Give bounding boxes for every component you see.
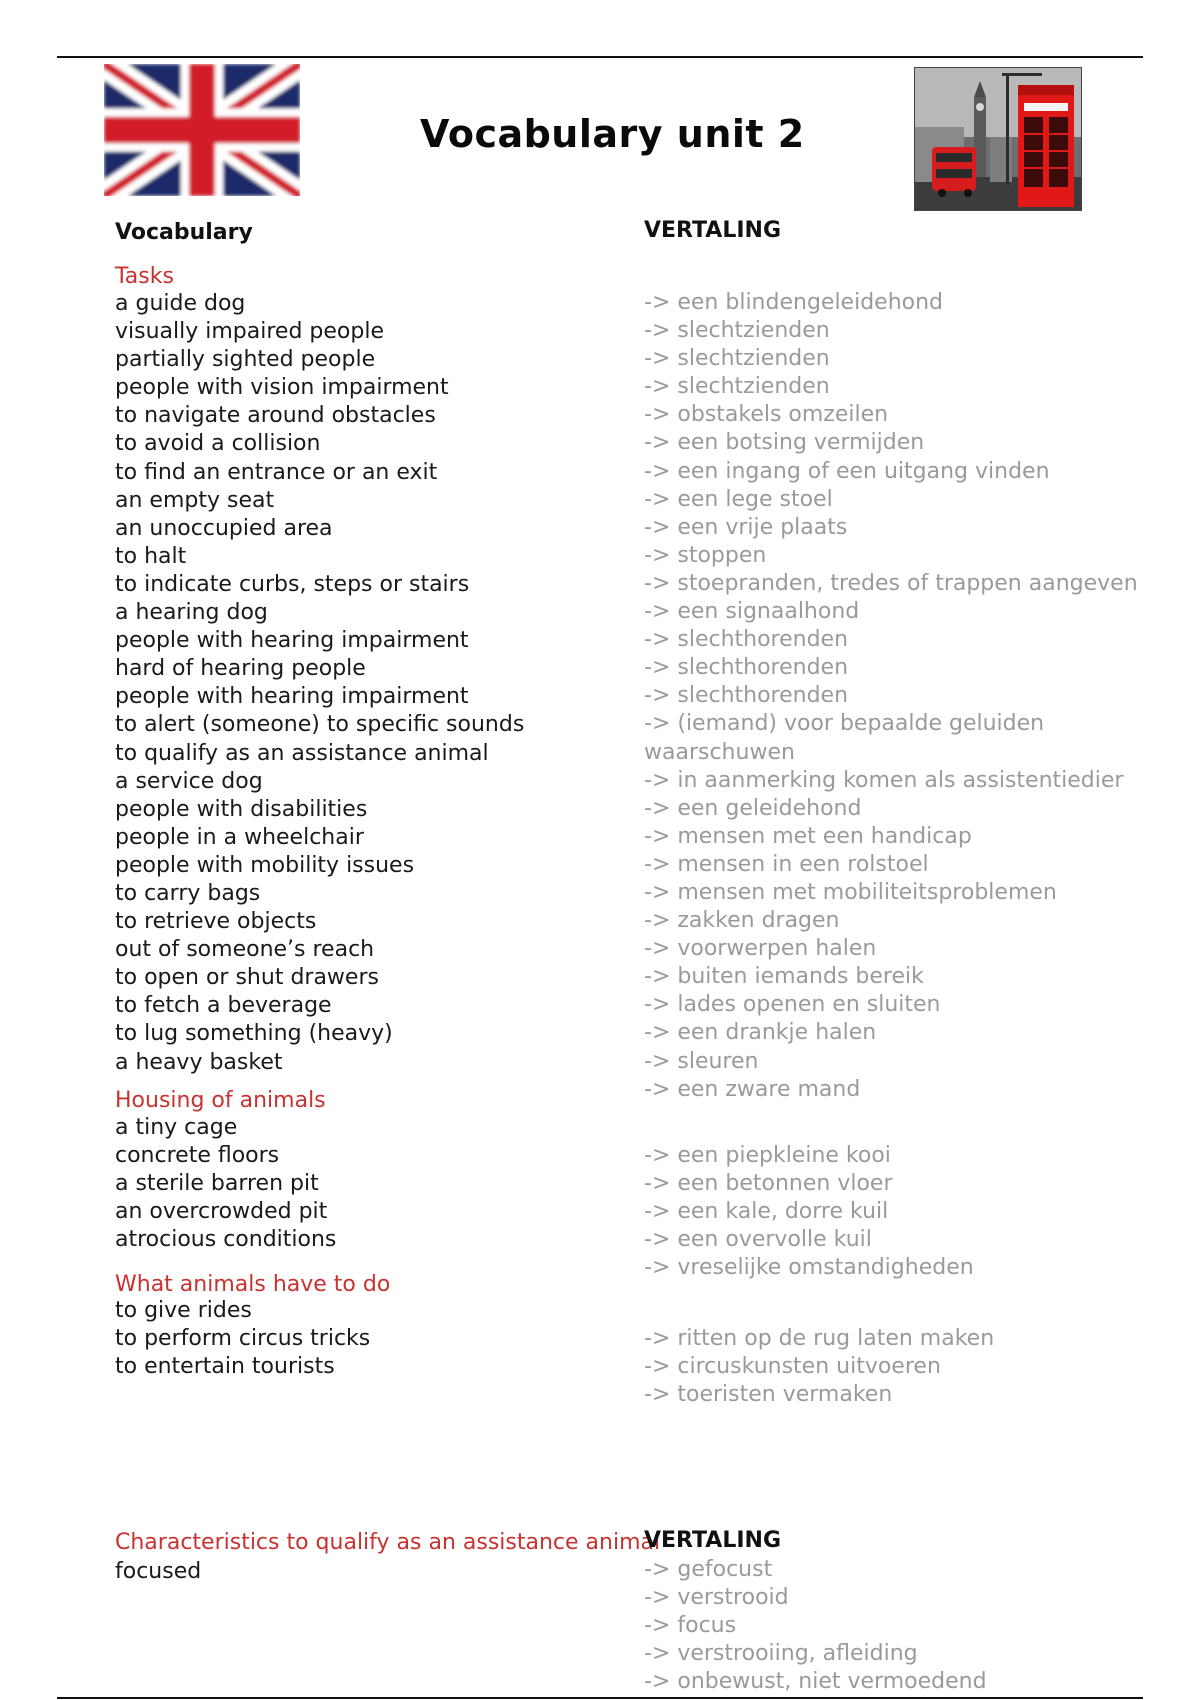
vocab-item: hard of hearing people xyxy=(115,656,366,682)
vocab-item: an unoccupied area xyxy=(115,515,333,541)
translation-item: -> een drankje halen xyxy=(644,1020,877,1046)
translation-item: -> een signaalhond xyxy=(644,599,860,625)
vertaling-header-2: VERTALING xyxy=(644,1528,782,1553)
vocab-item: out of someone’s reach xyxy=(115,937,375,963)
vocab-item: an empty seat xyxy=(115,487,275,513)
translation-item: -> een geleidehond xyxy=(644,795,862,821)
vocab-item: a hearing dog xyxy=(115,600,268,626)
vocab-item: a tiny cage xyxy=(115,1115,238,1140)
vocab-item: a service dog xyxy=(115,768,263,794)
vocab-item: people with vision impairment xyxy=(115,375,449,401)
translation-item: -> een vrije plaats xyxy=(644,514,848,540)
translation-item: -> ritten op de rug laten maken xyxy=(644,1326,995,1351)
vocabulary-header: Vocabulary xyxy=(115,220,253,245)
vocab-item: atrocious conditions xyxy=(115,1227,337,1253)
translation-item: -> in aanmerking komen als assistentiedier xyxy=(644,767,1124,793)
translation-item: -> slechthorenden xyxy=(644,627,849,653)
translation-item: -> (iemand) voor bepaalde geluiden xyxy=(644,711,1045,737)
translation-item: -> zakken dragen xyxy=(644,908,840,934)
category-what-animals: What animals have to do xyxy=(115,1272,391,1297)
vocab-item: people with mobility issues xyxy=(115,852,415,878)
vocab-item: to perform circus tricks xyxy=(115,1326,371,1352)
translation-item: -> slechtzienden xyxy=(644,346,830,372)
vocab-item: an overcrowded pit xyxy=(115,1199,328,1225)
translation-item: -> een botsing vermijden xyxy=(644,430,925,456)
housing-translation-list xyxy=(644,1142,974,1282)
category-characteristics: Characteristics to qualify as an assistance animal xyxy=(115,1530,661,1555)
translation-item: -> toeristen vermaken xyxy=(644,1382,893,1408)
translation-item: -> een blindengeleidehond xyxy=(644,290,944,315)
vocab-item: a heavy basket xyxy=(115,1049,283,1075)
translation-item: -> een piepkleine kooi xyxy=(644,1143,891,1168)
vocab-item: to carry bags xyxy=(115,880,261,906)
translation-item: -> gefocust xyxy=(644,1557,773,1582)
translation-item: -> voorwerpen halen xyxy=(644,936,877,962)
vocab-item: to avoid a collision xyxy=(115,431,321,457)
tasks-translation-list xyxy=(644,289,1138,1104)
vocab-item: people with hearing impairment xyxy=(115,628,469,654)
vocab-item: to fetch a beverage xyxy=(115,993,332,1019)
vocab-item: a sterile barren pit xyxy=(115,1171,319,1197)
vocab-item: to give rides xyxy=(115,1298,252,1323)
what-animals-translation-list xyxy=(644,1325,994,1409)
housing-english-list xyxy=(115,1114,336,1254)
translation-item: -> stoppen xyxy=(644,542,767,568)
vocab-item: to find an entrance or an exit xyxy=(115,459,438,485)
what-animals-english-list xyxy=(115,1297,370,1381)
vertaling-header: VERTALING xyxy=(644,218,782,243)
characteristics-english-list xyxy=(115,1558,201,1586)
vocab-item: partially sighted people xyxy=(115,347,376,373)
translation-item: -> focus xyxy=(644,1613,737,1639)
translation-item: -> een ingang of een uitgang vinden xyxy=(644,458,1050,484)
translation-item: -> slechthorenden xyxy=(644,655,849,681)
translation-item: -> vreselijke omstandigheden xyxy=(644,1255,974,1281)
vocab-item: to indicate curbs, steps or stairs xyxy=(115,571,470,597)
translation-item: -> slechtzienden xyxy=(644,374,830,400)
vocab-item: concrete floors xyxy=(115,1143,280,1169)
translation-item: -> lades openen en sluiten xyxy=(644,992,941,1018)
translation-item: -> een kale, dorre kuil xyxy=(644,1199,889,1225)
translation-item: -> verstrooid xyxy=(644,1585,789,1611)
translation-item: -> een zware mand xyxy=(644,1076,861,1102)
vocab-item: people with hearing impairment xyxy=(115,684,469,710)
translation-item: -> mensen met een handicap xyxy=(644,823,972,849)
vocab-item: focused xyxy=(115,1559,202,1584)
page-title: Vocabulary unit 2 xyxy=(420,112,805,156)
bottom-rule xyxy=(57,1697,1143,1699)
vocab-item: to entertain tourists xyxy=(115,1354,335,1380)
translation-item: waarschuwen xyxy=(644,739,795,765)
translation-item: -> sleuren xyxy=(644,1048,759,1074)
translation-item: -> slechtzienden xyxy=(644,318,830,344)
vocab-item: to open or shut drawers xyxy=(115,965,379,991)
translation-item: -> slechthorenden xyxy=(644,683,849,709)
translation-item: -> mensen met mobiliteitsproblemen xyxy=(644,879,1057,905)
vocab-item: visually impaired people xyxy=(115,319,384,345)
union-jack-flag-icon xyxy=(104,64,300,196)
translation-item: -> verstrooiing, afleiding xyxy=(644,1641,918,1667)
tasks-english-list xyxy=(115,290,524,1077)
vocab-item: a guide dog xyxy=(115,291,246,316)
translation-item: -> circuskunsten uitvoeren xyxy=(644,1354,941,1380)
vocab-item: people with disabilities xyxy=(115,796,368,822)
translation-item: -> obstakels omzeilen xyxy=(644,402,889,428)
top-rule xyxy=(57,56,1143,58)
characteristics-translation-list xyxy=(644,1556,987,1696)
translation-item: -> buiten iemands bereik xyxy=(644,964,924,990)
category-tasks: Tasks xyxy=(115,264,174,289)
vocab-item: to lug something (heavy) xyxy=(115,1021,393,1047)
translation-item: -> een overvolle kuil xyxy=(644,1227,872,1253)
translation-item: -> een lege stoel xyxy=(644,486,833,512)
translation-item: -> mensen in een rolstoel xyxy=(644,851,929,877)
vocab-item: to alert (someone) to specific sounds xyxy=(115,712,525,738)
vocab-item: to navigate around obstacles xyxy=(115,403,436,429)
vocab-item: people in a wheelchair xyxy=(115,824,364,850)
london-photo-icon xyxy=(914,67,1082,211)
translation-item: -> een betonnen vloer xyxy=(644,1171,893,1197)
vocab-item: to retrieve objects xyxy=(115,909,317,935)
category-housing: Housing of animals xyxy=(115,1088,326,1113)
vocab-item: to qualify as an assistance animal xyxy=(115,740,489,766)
translation-item: -> stoepranden, tredes of trappen aangeven xyxy=(644,570,1138,596)
translation-item: -> onbewust, niet vermoedend xyxy=(644,1669,987,1695)
vocab-item: to halt xyxy=(115,543,187,569)
